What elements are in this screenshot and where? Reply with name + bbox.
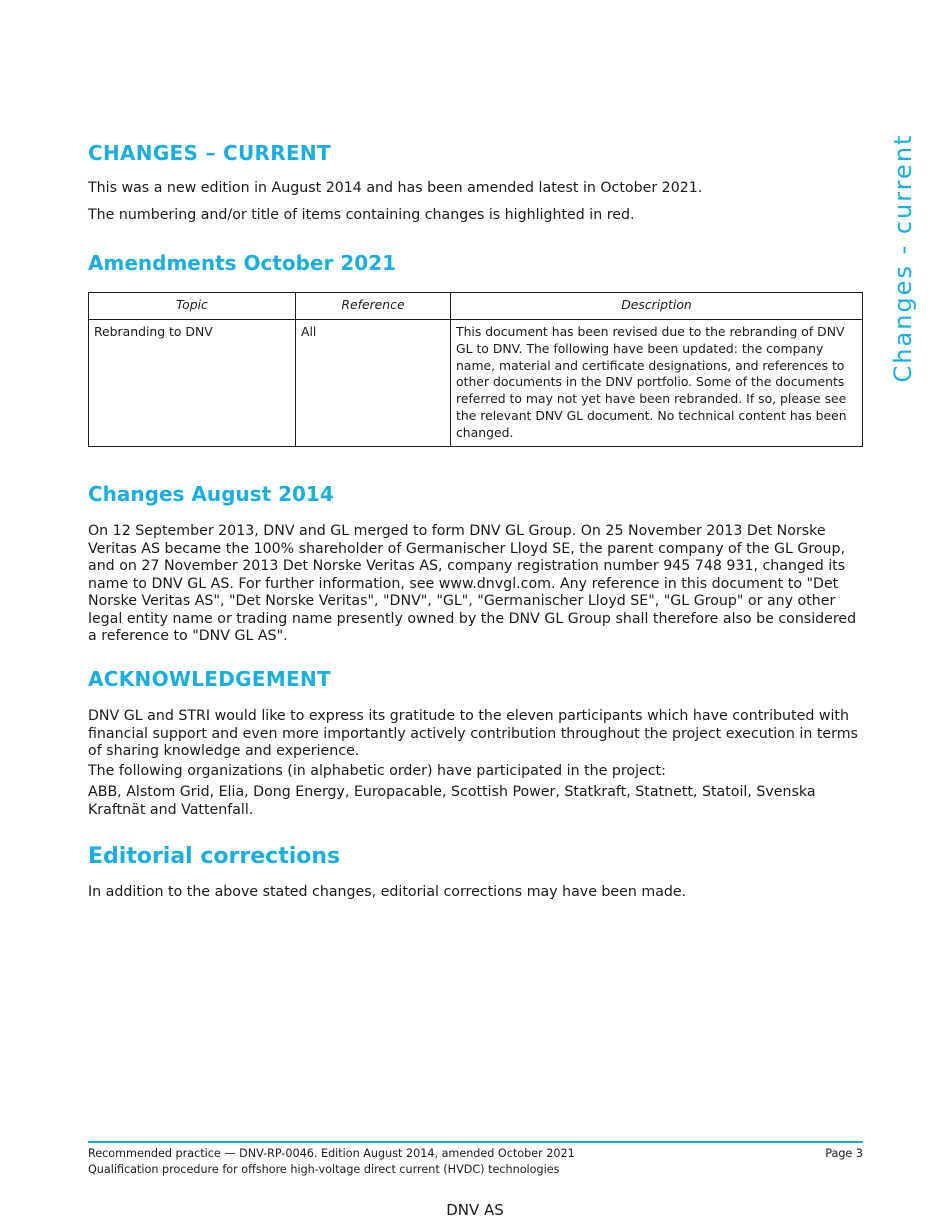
table-cell-topic: Rebranding to DNV [89, 320, 296, 447]
changes-august-para: On 12 September 2013, DNV and GL merged to form DNV GL Group. On 25 November 2013 Det Norske Veritas AS became the 100% shareholder of Germanischer Lloyd SE, the parent company of the GL Group, and on 27 November 2013 Det Norske Veritas AS, company registration number 945 748 931, changed its name to DNV GL AS. For further information, see www.dnvgl.com. Any reference in this document to "Det Norske Veritas AS", "Det Norske Veritas", "DNV", "GL", "Germanischer Lloyd SE", "GL Group" or any other legal entity name or trading name presently owned by the DNV GL Group shall therefore also be considered a reference to "DNV GL AS". [88, 523, 857, 644]
editorial-heading: Editorial corrections [88, 844, 341, 869]
footer-page-number: Page 3 [825, 1147, 863, 1160]
side-tab-label: Changes - current [889, 133, 917, 383]
table-header-reference: Reference [296, 293, 451, 320]
amendments-table [88, 292, 863, 447]
table-header-topic: Topic [89, 293, 296, 320]
amendments-heading: Amendments October 2021 [88, 251, 397, 275]
table-cell-description: This document has been revised due to the rebranding of DNV GL to DNV. The following have been updated: the company name, material and certificate designations, and references to other documents in the DNV portfolio. Some of the documents referred to may not yet have been rebranded. If so, please see the relevant DNV GL document. No technical content has been changed. [451, 320, 863, 447]
table-header-row [89, 293, 863, 320]
changes-august-heading: Changes August 2014 [88, 482, 334, 506]
table-header-description: Description [451, 293, 863, 320]
table-cell-reference: All [296, 320, 451, 447]
acknowledgement-para-1: DNV GL and STRI would like to express its gratitude to the eleven participants which have contributed with financial support and even more importantly actively contribution throughout the project execution in terms of sharing knowledge and experience. [88, 708, 858, 759]
acknowledgement-heading: ACKNOWLEDGEMENT [88, 667, 331, 691]
company-name: DNV AS [446, 1201, 504, 1219]
footer-divider [88, 1141, 863, 1143]
acknowledgement-para-3: ABB, Alstom Grid, Elia, Dong Energy, Europacable, Scottish Power, Statkraft, Statnett, Statoil, Svenska Kraftnät and Vattenfall. [88, 784, 816, 818]
editorial-para: In addition to the above stated changes, editorial corrections may have been made. [88, 884, 687, 900]
acknowledgement-para-2: The following organizations (in alphabetic order) have participated in the project: [88, 763, 666, 779]
table-row [89, 320, 863, 447]
changes-current-para-2: The numbering and/or title of items containing changes is highlighted in red. [88, 207, 635, 223]
footer-document-info: Recommended practice — DNV-RP-0046. Edition August 2014, amended October 2021 [88, 1147, 575, 1160]
changes-current-para-1: This was a new edition in August 2014 and has been amended latest in October 2021. [88, 180, 703, 196]
footer-document-title: Qualification procedure for offshore high-voltage direct current (HVDC) technologies [88, 1163, 560, 1176]
changes-current-heading: CHANGES – CURRENT [88, 141, 331, 165]
footer-line-1 [88, 1147, 863, 1160]
